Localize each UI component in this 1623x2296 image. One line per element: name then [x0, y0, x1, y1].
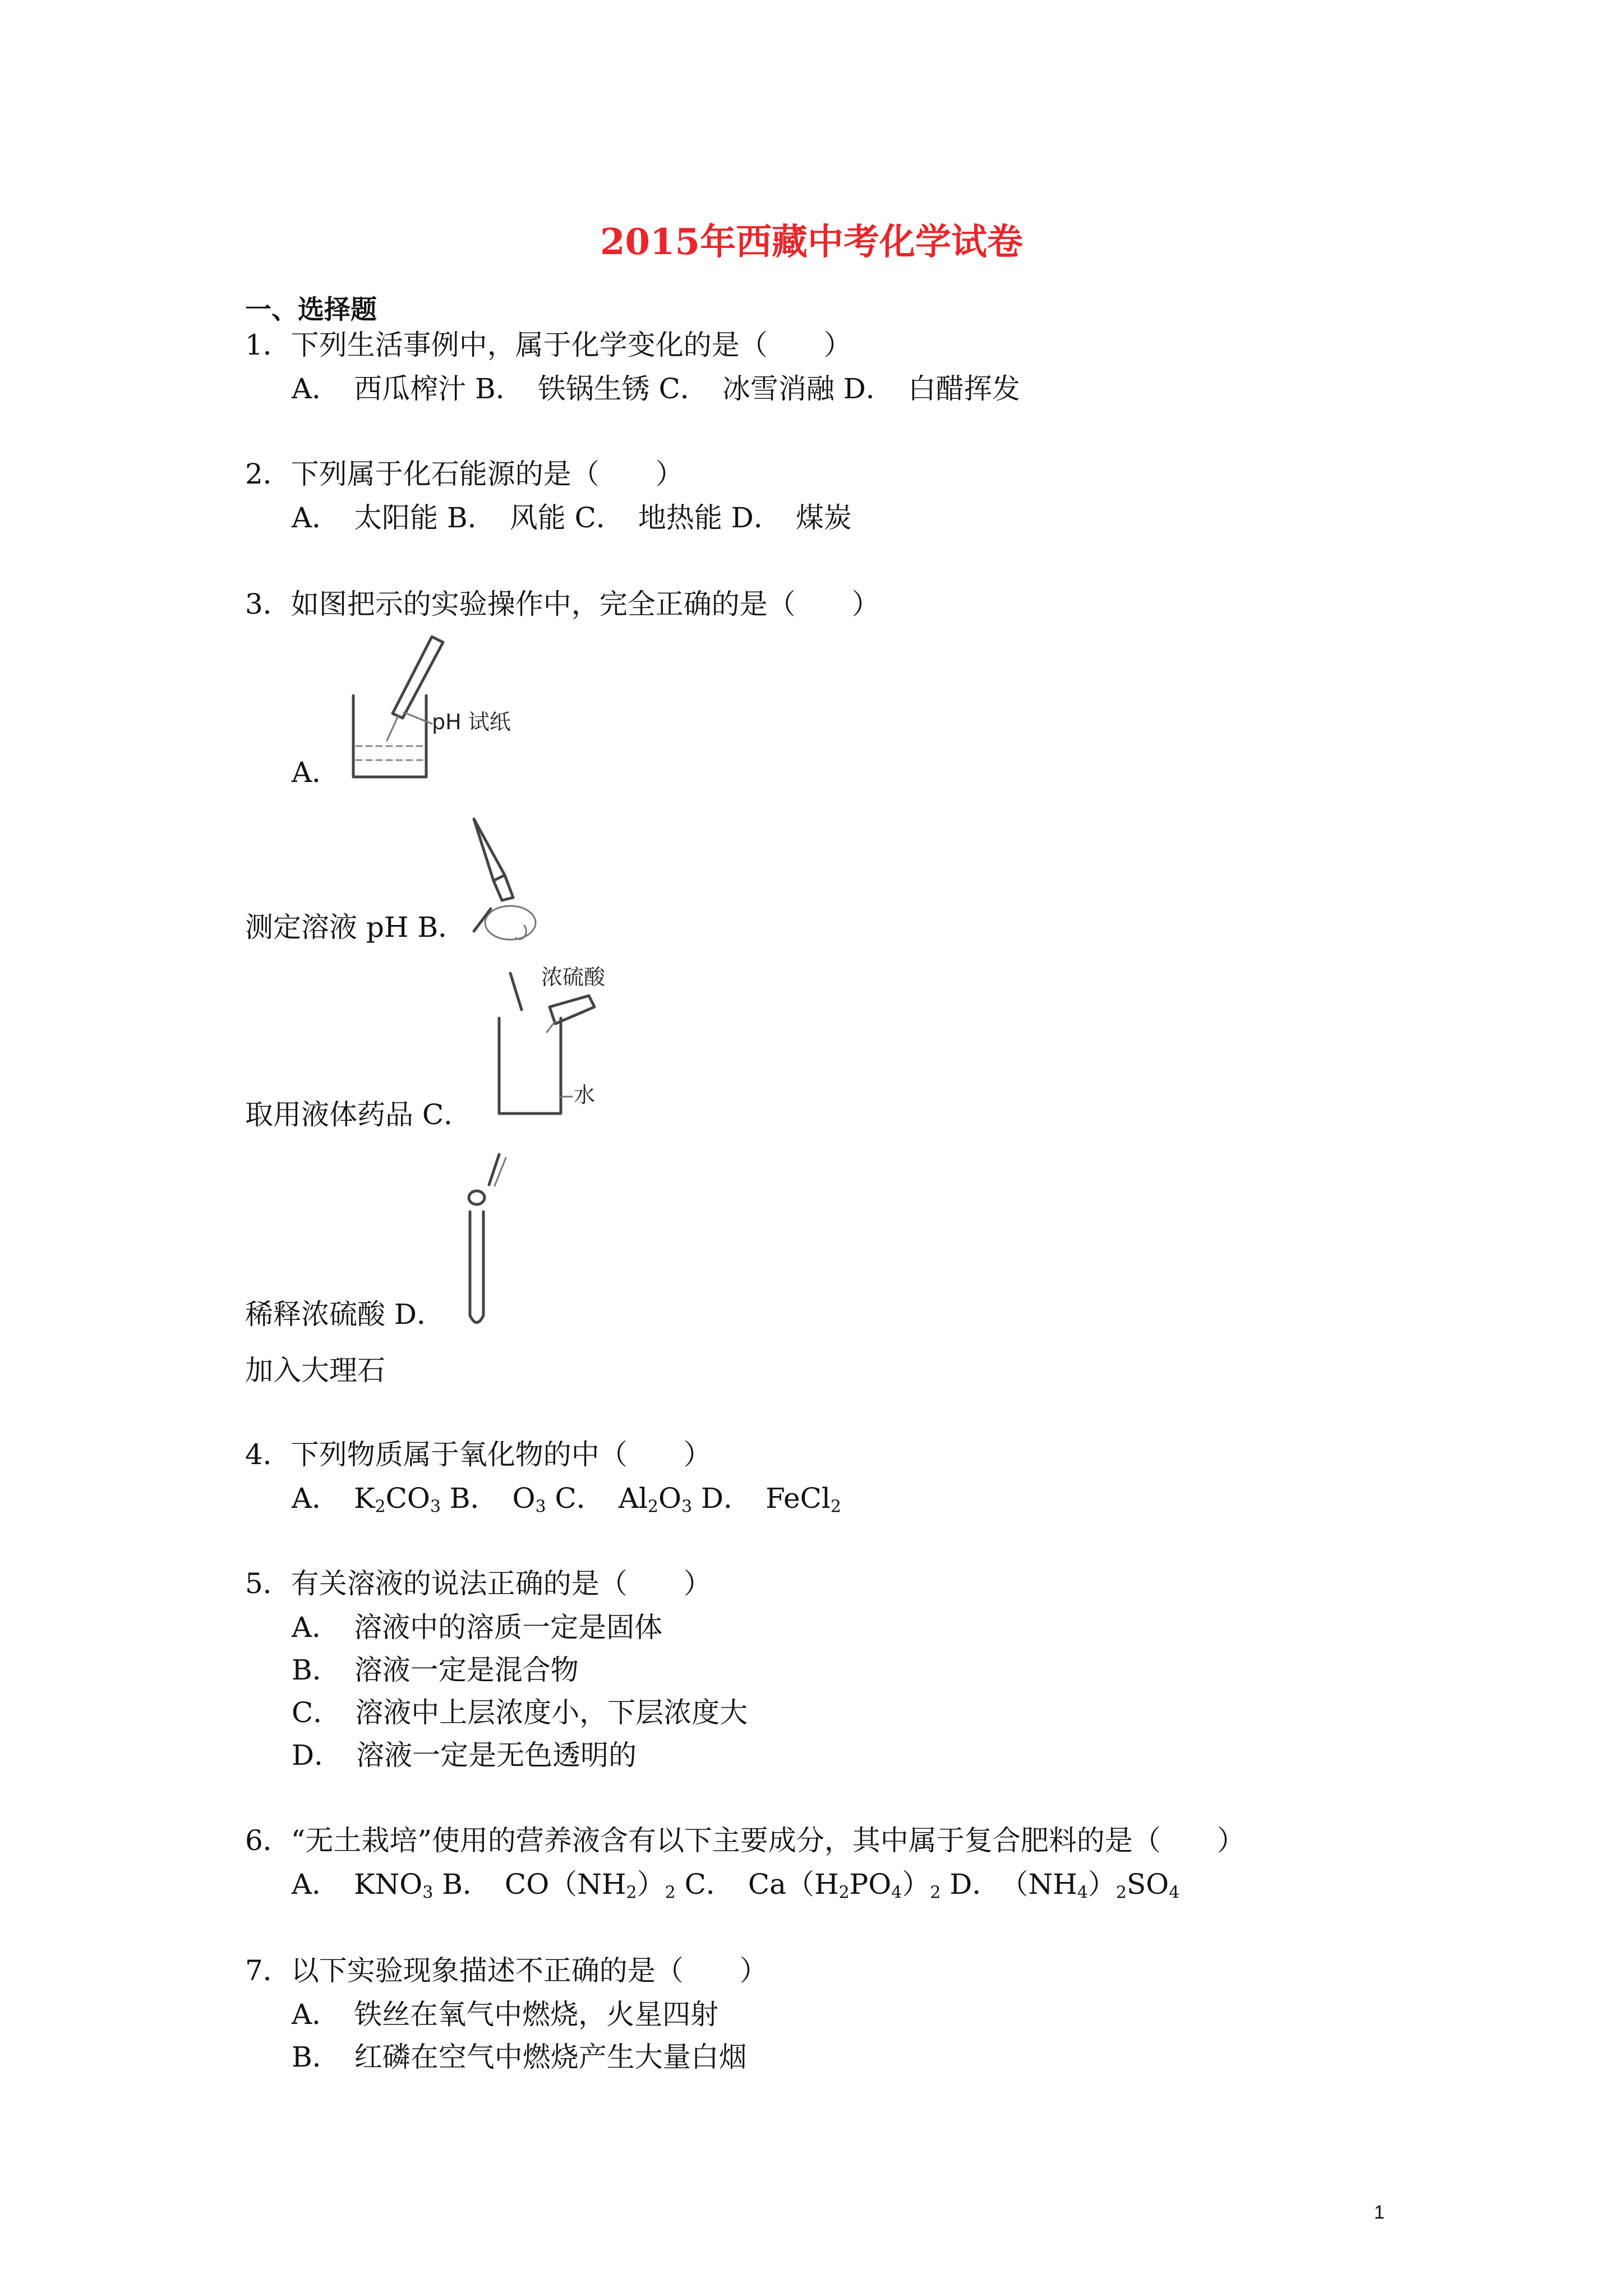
question-1-options: A． 西瓜榨汁 B． 铁锅生锈 C． 冰雪消融 D． 白醋挥发 — [292, 372, 1020, 405]
question-7-option-b: B． 红磷在空气中燃烧产生大量白烟 — [292, 2041, 747, 2073]
section-heading: 一、选择题 — [245, 295, 377, 325]
question-5-option-d: D． 溶液一定是无色透明的 — [292, 1739, 637, 1772]
question-3-option-a-caption-b-label: 测定溶液 pH B． — [245, 911, 467, 944]
question-2-options: A． 太阳能 B． 风能 C． 地热能 D． 煤炭 — [292, 501, 852, 534]
page-number: 1 — [1374, 2202, 1385, 2223]
ph-paper-label: pH 试纸 — [432, 710, 511, 734]
question-7-option-a: A． 铁丝在氧气中燃烧，火星四射 — [292, 1998, 719, 2031]
question-4-stem: 4．下列物质属于氧化物的中（ ） — [245, 1438, 712, 1471]
concentrated-acid-label: 浓硫酸 — [541, 965, 606, 990]
test-tube-figure — [460, 1150, 522, 1332]
ph-test-figure — [348, 634, 527, 785]
question-7-stem: 7．以下实验现象描述不正确的是（ ） — [245, 1954, 768, 1987]
dilute-acid-figure — [488, 962, 634, 1125]
question-3-option-c-caption-d-label: 稀释浓硫酸 D． — [245, 1298, 445, 1331]
question-4-options: A． $K_2CO_3$ B． $O_3$ C． $Al_2O_3$ D． FeCl$_2$ — [292, 1482, 841, 1517]
water-label: 水 — [574, 1083, 596, 1107]
question-5-option-a: A． 溶液中的溶质一定是固体 — [292, 1611, 663, 1644]
question-1-stem: 1．下列生活事例中，属于化学变化的是（ ） — [245, 329, 852, 361]
question-5-stem: 5．有关溶液的说法正确的是（ ） — [245, 1567, 712, 1600]
question-3-stem: 3．如图把示的实验操作中，完全正确的是（ ） — [245, 588, 880, 620]
question-5-option-c: C． 溶液中上层浓度小，下层浓度大 — [292, 1696, 748, 1729]
question-3-option-a-label: A． — [292, 756, 340, 789]
question-3-option-d-caption: 加入大理石 — [245, 1354, 385, 1387]
question-3-option-b-caption-c-label: 取用液体药品 C． — [245, 1098, 472, 1131]
question-6-options: A． $KNO_3$ B． $CO(NH_2)_2$ C． $Ca(H_2PO_4)_2$ D． $(NH_4)_2SO_4$ — [292, 1868, 1180, 1903]
question-2-stem: 2．下列属于化石能源的是（ ） — [245, 458, 684, 490]
liquid-dropper-figure — [463, 813, 552, 945]
page-title: 2015年西藏中考化学试卷 — [600, 221, 1023, 263]
question-6-stem: 6．“无土栽培”使用的营养液含有以下主要成分，其中属于复合肥料的是（ ） — [245, 1824, 1245, 1857]
question-5-option-b: B． 溶液一定是混合物 — [292, 1654, 579, 1686]
